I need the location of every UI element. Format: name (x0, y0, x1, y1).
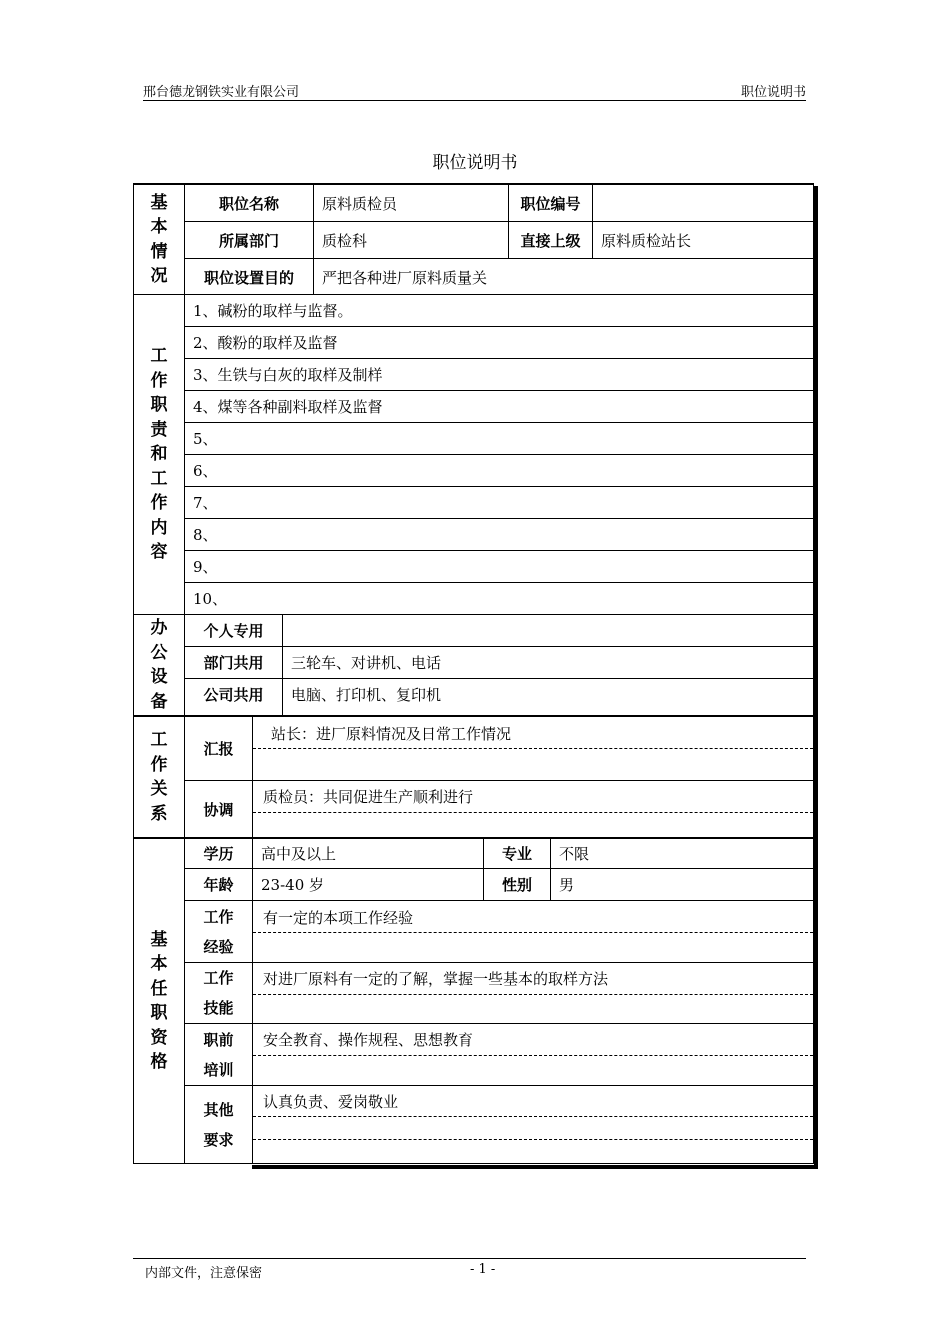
duty-item: 6、 (185, 455, 813, 487)
basic-info-side-label: 基本情况 (134, 185, 185, 294)
dashed-line (253, 812, 813, 813)
personal-equipment-label: 个人专用 (185, 615, 283, 646)
purpose-label: 职位设置目的 (185, 259, 314, 295)
duty-item: 8、 (185, 519, 813, 551)
dashed-line (253, 748, 813, 749)
footer-divider (133, 1258, 806, 1259)
supervisor-value: 原料质检站长 (601, 231, 692, 250)
purpose-value: 严把各种进厂原料质量关 (322, 268, 488, 287)
training-value: 安全教育、操作规程、思想教育 (263, 1031, 474, 1049)
major-value: 不限 (559, 845, 590, 863)
duties-side-label: 工作职责和工作内容 (134, 295, 185, 614)
duty-item: 3、生铁与白灰的取样及制样 (185, 359, 813, 391)
relations-section (133, 716, 814, 838)
document-title: 职位说明书 (432, 153, 518, 173)
duty-item: 5、 (185, 423, 813, 455)
equipment-row-company (185, 679, 813, 715)
position-name-label: 职位名称 (185, 185, 314, 221)
supervisor-label: 直接上级 (509, 222, 593, 258)
other-label: 其他 要求 (185, 1086, 253, 1163)
page-header (143, 78, 806, 101)
qual-row-other (185, 1086, 813, 1163)
equipment-row-personal (185, 615, 813, 647)
skill-value: 对进厂原料有一定的了解，掌握一些基本的取样方法 (263, 970, 609, 988)
company-equipment-label: 公司共用 (185, 679, 283, 715)
coord-label: 协调 (185, 781, 253, 837)
dashed-line (253, 1139, 813, 1140)
coord-value: 质检员：共同促进生产顺利进行 (263, 788, 474, 806)
duty-item: 2、酸粉的取样及监督 (185, 327, 813, 359)
equipment-row-dept (185, 647, 813, 679)
dept-label: 所属部门 (185, 222, 314, 258)
experience-label: 工作 经验 (185, 901, 253, 962)
table-shadow-right (814, 186, 818, 1169)
gender-label: 性别 (484, 869, 551, 900)
qualifications-side-label: 基本任职资格 (134, 839, 185, 1163)
other-value: 认真负责、爱岗敬业 (263, 1093, 399, 1111)
basic-row-1 (185, 185, 813, 222)
header-doc-type: 职位说明书 (740, 85, 806, 100)
personal-equipment-value (283, 615, 813, 646)
training-label: 职前 培训 (185, 1024, 253, 1085)
dept-value: 质检科 (314, 222, 509, 258)
dashed-line (253, 1116, 813, 1117)
position-name-value: 原料质检员 (314, 185, 509, 221)
duty-item: 10、 (193, 590, 228, 608)
age-value: 23-40 岁 (253, 869, 484, 900)
equipment-side-label: 办公设备 (134, 615, 185, 715)
qual-row-age (185, 869, 813, 901)
qualifications-section (133, 838, 814, 1164)
basic-row-3 (185, 259, 813, 295)
skill-label: 工作 技能 (185, 963, 253, 1023)
gender-value: 男 (559, 876, 575, 894)
duties-section (133, 294, 814, 615)
major-label: 专业 (484, 839, 551, 868)
table-shadow-bottom (252, 1165, 818, 1169)
duty-item: 1、碱粉的取样与监督。 (185, 295, 813, 327)
duty-item: 7、 (185, 487, 813, 519)
experience-value: 有一定的本项工作经验 (263, 909, 414, 927)
dashed-line (253, 1055, 813, 1056)
page-number: - 1 - (470, 1262, 496, 1277)
company-name: 邢台德龙钢铁实业有限公司 (143, 85, 300, 100)
equipment-section (133, 614, 814, 716)
qual-row-edu (185, 839, 813, 869)
report-value: 站长：进厂原料情况及日常工作情况 (271, 725, 512, 743)
relation-row-report (185, 717, 813, 781)
basic-row-2 (185, 222, 813, 259)
qual-row-training (185, 1024, 813, 1086)
age-label: 年龄 (185, 869, 253, 900)
qual-row-skill (185, 963, 813, 1024)
footer-confidential: 内部文件，注意保密 (145, 1266, 263, 1281)
dept-equipment-value: 三轮车、对讲机、电话 (291, 654, 442, 672)
dashed-line (253, 932, 813, 933)
company-equipment-value: 电脑、打印机、复印机 (291, 686, 442, 704)
basic-info-section (133, 183, 814, 295)
duty-item: 4、煤等各种副料取样及监督 (185, 391, 813, 423)
duty-item: 9、 (185, 551, 813, 583)
relations-side-label: 工作关系 (134, 717, 185, 837)
dashed-line (253, 994, 813, 995)
dept-equipment-label: 部门共用 (185, 647, 283, 678)
qual-row-experience (185, 901, 813, 963)
report-label: 汇报 (185, 717, 253, 780)
edu-label: 学历 (185, 839, 253, 868)
relation-row-coord (185, 781, 813, 837)
position-no-label: 职位编号 (509, 185, 593, 221)
position-no-value (593, 185, 813, 221)
edu-value: 高中及以上 (253, 839, 484, 868)
